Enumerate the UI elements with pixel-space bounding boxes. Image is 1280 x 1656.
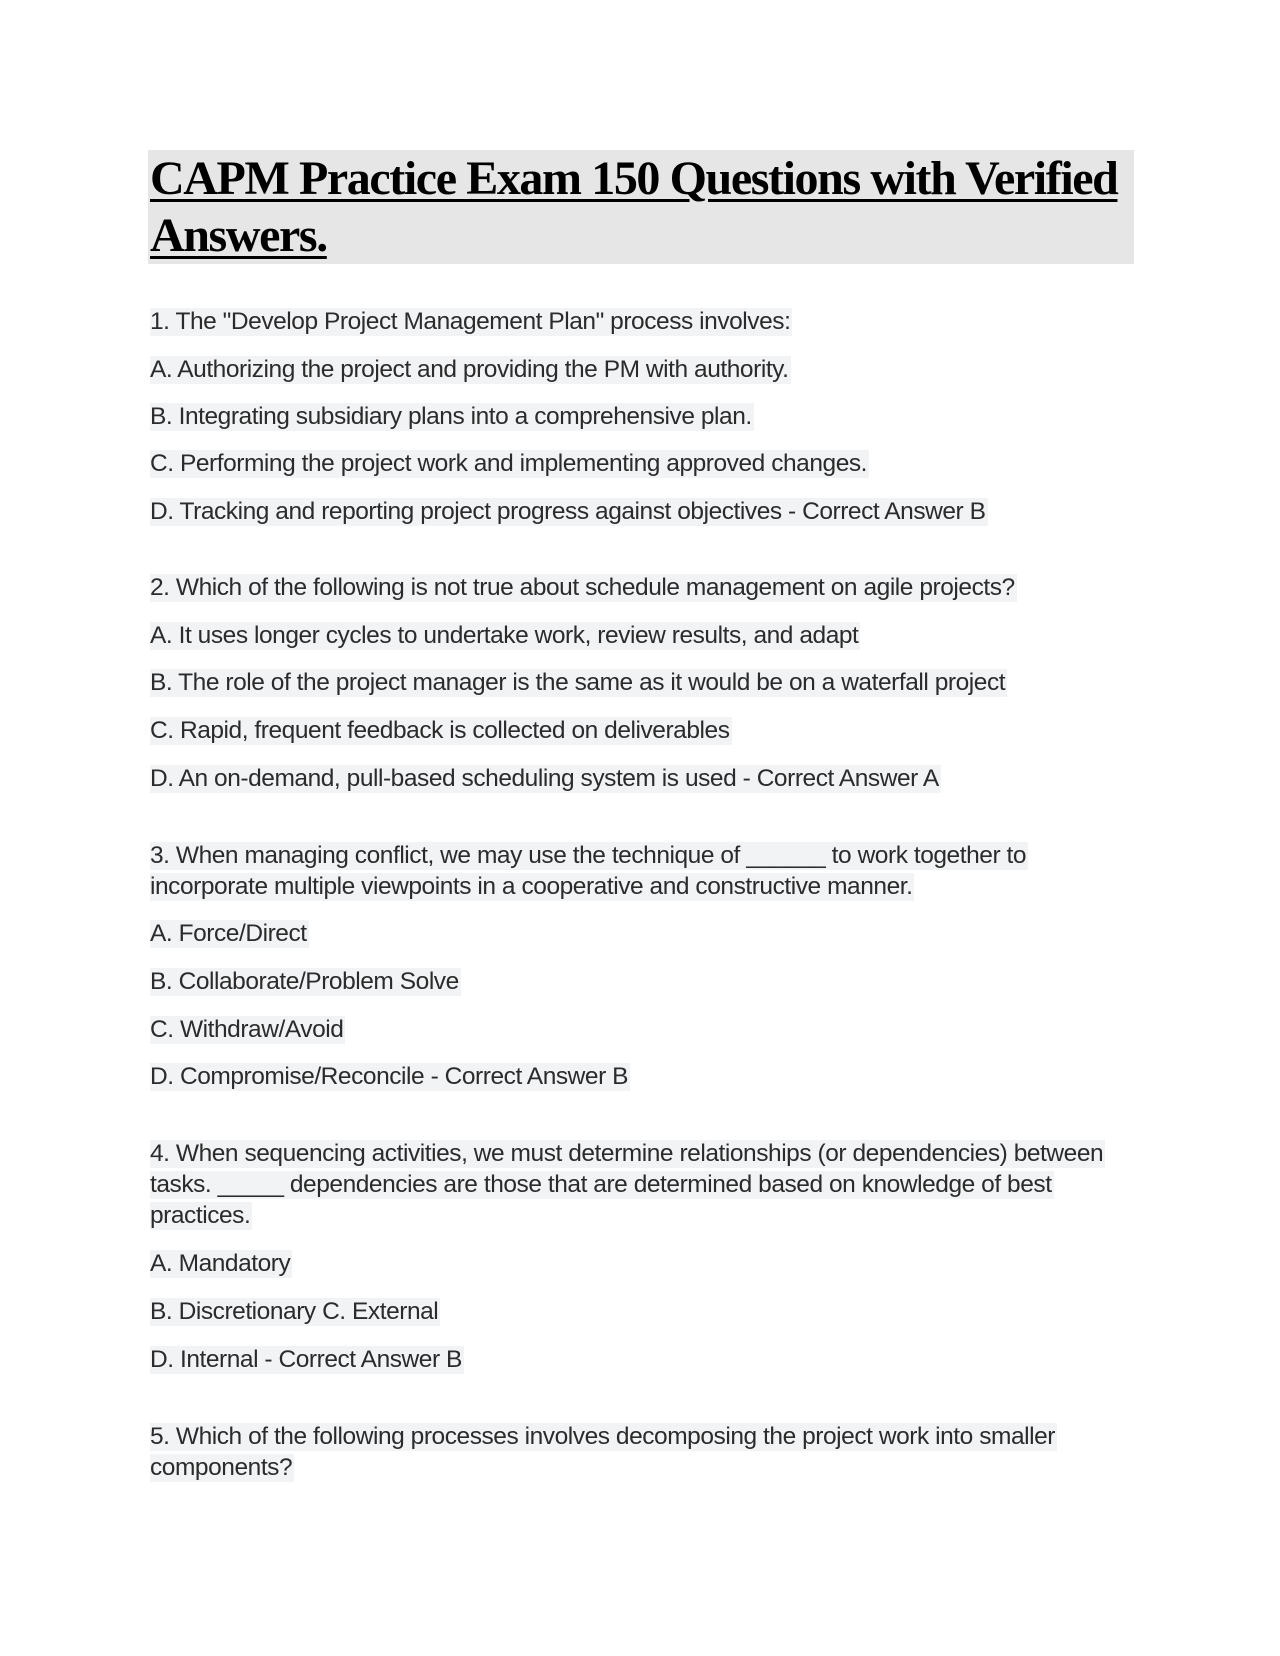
answer-option: D. Internal - Correct Answer B bbox=[150, 1346, 462, 1373]
question-text: 2. Which of the following is not true about schedule management on agile projects? bbox=[150, 574, 1015, 601]
question-text: 5. Which of the following processes involves decomposing the project work into smaller components? bbox=[150, 1423, 1055, 1481]
question-text: 1. The "Develop Project Management Plan" process involves: bbox=[150, 308, 791, 335]
answer-option: B. Integrating subsidiary plans into a comprehensive plan. bbox=[150, 403, 752, 430]
question-text: 3. When managing conflict, we may use the technique of ______ to work together to incorporate multiple viewpoints in a cooperative and constructive manner. bbox=[150, 842, 1027, 900]
answer-option: B. Discretionary C. External bbox=[150, 1298, 439, 1325]
answer-option: C. Withdraw/Avoid bbox=[150, 1016, 344, 1043]
answer-option: A. Authorizing the project and providing the PM with authority. bbox=[150, 356, 789, 383]
answer-option: A. It uses longer cycles to undertake work, review results, and adapt bbox=[150, 622, 859, 649]
answer-option: D. An on-demand, pull-based scheduling system is used - Correct Answer A bbox=[150, 765, 939, 792]
answer-option: C. Performing the project work and implementing approved changes. bbox=[150, 450, 868, 477]
answer-option: D. Compromise/Reconcile - Correct Answer B bbox=[150, 1063, 629, 1090]
answer-option: B. The role of the project manager is the same as it would be on a waterfall project bbox=[150, 669, 1006, 696]
answer-option: C. Rapid, frequent feedback is collected on deliverables bbox=[150, 717, 730, 744]
question-text: 4. When sequencing activities, we must determine relationships (or dependencies) between tasks. _____ dependencies are those that are determined based on knowledge of best practices. bbox=[150, 1140, 1104, 1229]
answer-option: A. Mandatory bbox=[150, 1250, 291, 1277]
document-title: CAPM Practice Exam 150 Questions with Verified Answers. bbox=[150, 152, 1118, 262]
answer-option: B. Collaborate/Problem Solve bbox=[150, 968, 459, 995]
title-banner bbox=[148, 150, 1134, 264]
answer-option: D. Tracking and reporting project progress against objectives - Correct Answer B bbox=[150, 498, 986, 525]
answer-option: A. Force/Direct bbox=[150, 920, 307, 947]
